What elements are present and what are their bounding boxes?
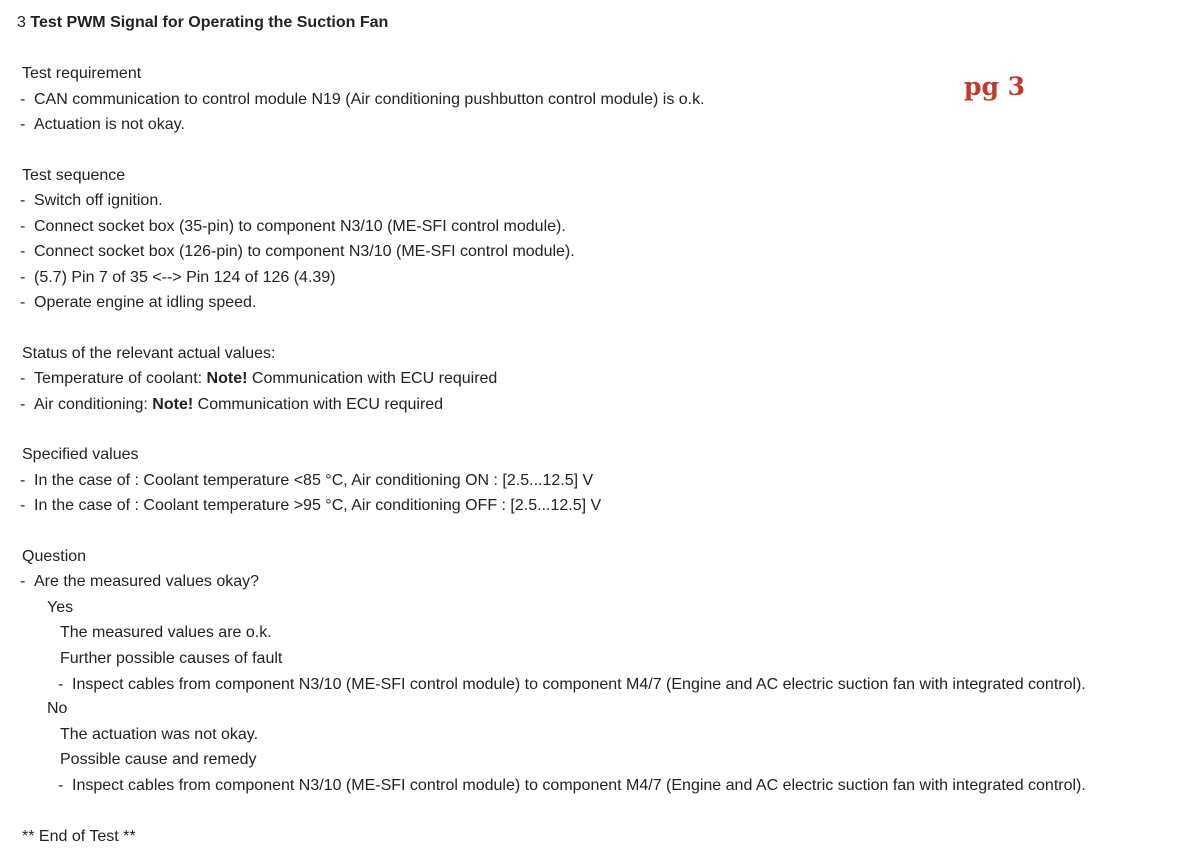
yes-line: Further possible causes of fault bbox=[60, 650, 283, 667]
list-item: - Temperature of coolant: Note! Communication with ECU required bbox=[20, 370, 498, 387]
section-heading-specified-values: Specified values bbox=[22, 446, 139, 463]
list-item: - (5.7) Pin 7 of 35 <--> Pin 124 of 126 (4.39) bbox=[20, 269, 336, 286]
list-item: - In the case of : Coolant temperature >95 °C, Air conditioning OFF : [2.5...12.5] V bbox=[20, 497, 602, 514]
list-item: - Operate engine at idling speed. bbox=[20, 294, 257, 311]
page-mark: pg 3 bbox=[964, 72, 1026, 101]
section-heading-status: Status of the relevant actual values: bbox=[22, 345, 276, 362]
section-heading-question: Question bbox=[22, 548, 87, 565]
section-heading-test-requirement: Test requirement bbox=[22, 65, 142, 82]
list-item: - In the case of : Coolant temperature <85 °C, Air conditioning ON : [2.5...12.5] V bbox=[20, 472, 594, 489]
page-title bbox=[17, 14, 388, 32]
list-item: - Air conditioning: Note! Communication with ECU required bbox=[20, 396, 444, 413]
step-number: 3 bbox=[17, 14, 26, 31]
list-item: - Inspect cables from component N3/10 (ME-SFI control module) to component M4/7 (Engine and AC electric suction fan with integrated control). bbox=[58, 777, 1086, 794]
list-item: - Connect socket box (35-pin) to component N3/10 (ME-SFI control module). bbox=[20, 218, 566, 235]
list-item: - Inspect cables from component N3/10 (ME-SFI control module) to component M4/7 (Engine and AC electric suction fan with integrated control). bbox=[58, 676, 1086, 693]
answer-yes-label: Yes bbox=[47, 599, 74, 616]
list-item: - Are the measured values okay? bbox=[20, 573, 260, 590]
no-line: The actuation was not okay. bbox=[60, 726, 259, 743]
answer-no-label: No bbox=[47, 700, 68, 717]
list-item: - CAN communication to control module N19 (Air conditioning pushbutton control module) is o.k. bbox=[20, 91, 705, 108]
note-label: Note! bbox=[152, 396, 194, 413]
section-heading-test-sequence: Test sequence bbox=[22, 167, 126, 184]
list-item: - Connect socket box (126-pin) to component N3/10 (ME-SFI control module). bbox=[20, 243, 575, 260]
note-label: Note! bbox=[206, 370, 248, 387]
list-item: - Actuation is not okay. bbox=[20, 116, 185, 133]
title-text: Test PWM Signal for Operating the Suction Fan bbox=[30, 14, 389, 31]
no-line: Possible cause and remedy bbox=[60, 751, 257, 768]
end-of-test: ** End of Test ** bbox=[22, 828, 136, 845]
list-item: - Switch off ignition. bbox=[20, 192, 163, 209]
yes-line: The measured values are o.k. bbox=[60, 624, 272, 641]
